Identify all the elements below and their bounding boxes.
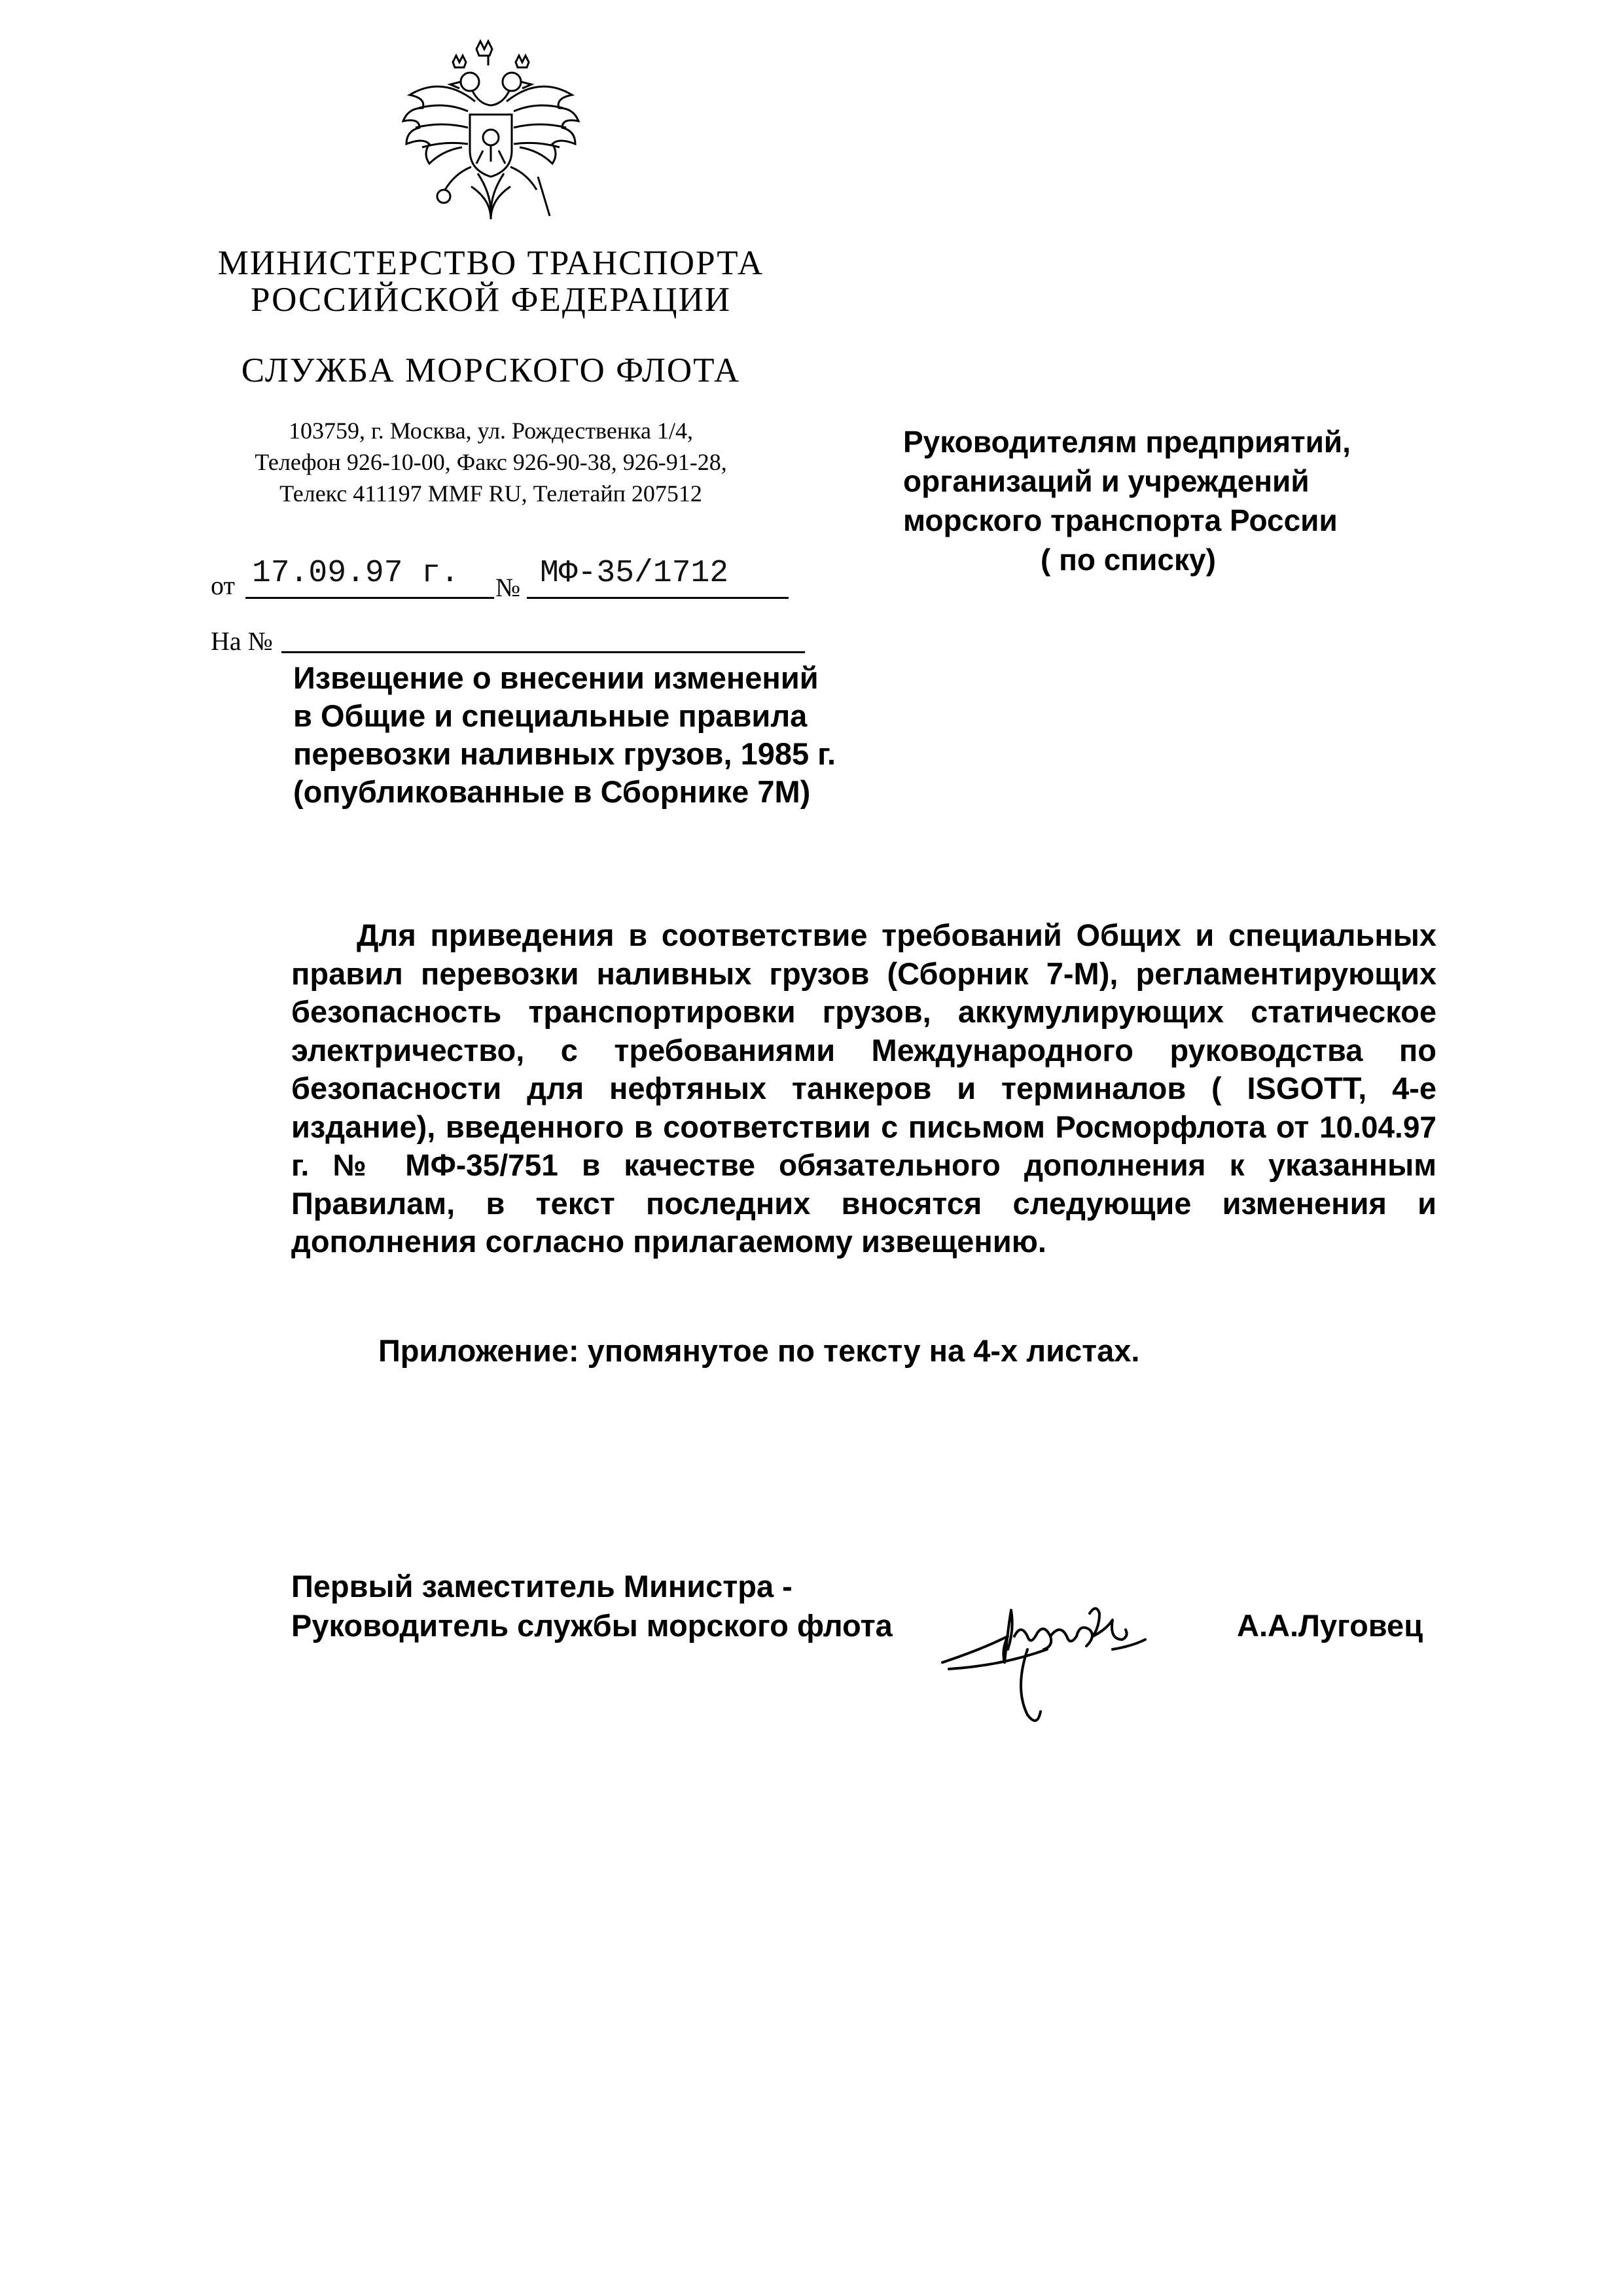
handwritten-signature [936, 1564, 1171, 1734]
recipient-line1: Руководителям предприятий, [903, 425, 1351, 459]
number-label: № [495, 573, 521, 602]
date-underline [245, 597, 494, 599]
ministry-name-line1: МИНИСТЕРСТВО ТРАНСПОРТА [217, 244, 764, 282]
from-label: от [211, 571, 235, 600]
coat-of-arms-emblem [393, 36, 589, 226]
attachment-note: Приложение: упомянутое по тексту на 4-х листах. [378, 1333, 1140, 1368]
number-underline [527, 597, 789, 599]
address-line3: Телекс 411197 MMF RU, Телетайп 207512 [279, 480, 702, 507]
body-text-reference: 10.04.97 г. № МФ-35/751 в качестве обязательного дополнения к [291, 1109, 1436, 1182]
subject-line4: (опубликованные в Сборнике 7М) [293, 774, 811, 809]
service-name: СЛУЖБА МОРСКОГО ФЛОТА [241, 351, 741, 389]
body-text-part1: Для приведения в соответствие требований Общих и специальных правил перевозки наливных грузов (Сборник 7-М), регламентирующих безопасность транспортировки грузов, аккумулирующих статическое электричество, с требованиями Международного руководства по безопасности для нефтяных танкеров и терминалов ( ISGOTT, 4-е издание), введенного в соответствии с письмом Росморфлота от [291, 918, 1436, 1144]
ministry-name-line2: РОССИЙСКОЙ ФЕДЕРАЦИИ [250, 281, 732, 319]
recipient-line3: морского транспорта России [903, 503, 1338, 537]
reply-label: На № [211, 626, 273, 656]
signer-name: А.А.Луговец [1237, 1608, 1423, 1643]
body-text-part3: указанным Правилам, в текст последних вносятся следующие изменения и дополнения согласно прилагаемому извещению. [291, 1147, 1436, 1259]
address-line2: Телефон 926-10-00, Факс 926-90-38, 926-91-28, [255, 449, 727, 475]
subject-line3: перевозки наливных грузов, 1985 г. [293, 736, 836, 771]
recipient-line4: ( по списку) [1041, 543, 1216, 577]
signer-title-line2: Руководитель службы морского флота [291, 1608, 893, 1643]
signer-title-line1: Первый заместитель Министра - [291, 1569, 793, 1604]
subject-line2: в Общие и специальные правила [293, 698, 808, 733]
body-paragraph [291, 916, 1436, 1261]
subject-line1: Извещение о внесении изменений [293, 660, 819, 695]
recipient-line2: организаций и учреждений [903, 464, 1310, 498]
document-date: 17.09.97 г. [252, 556, 459, 591]
reply-underline [281, 651, 805, 653]
address-line1: 103759, г. Москва, ул. Рождественка 1/4, [288, 418, 694, 444]
document-number: МФ-35/1712 [540, 556, 729, 591]
